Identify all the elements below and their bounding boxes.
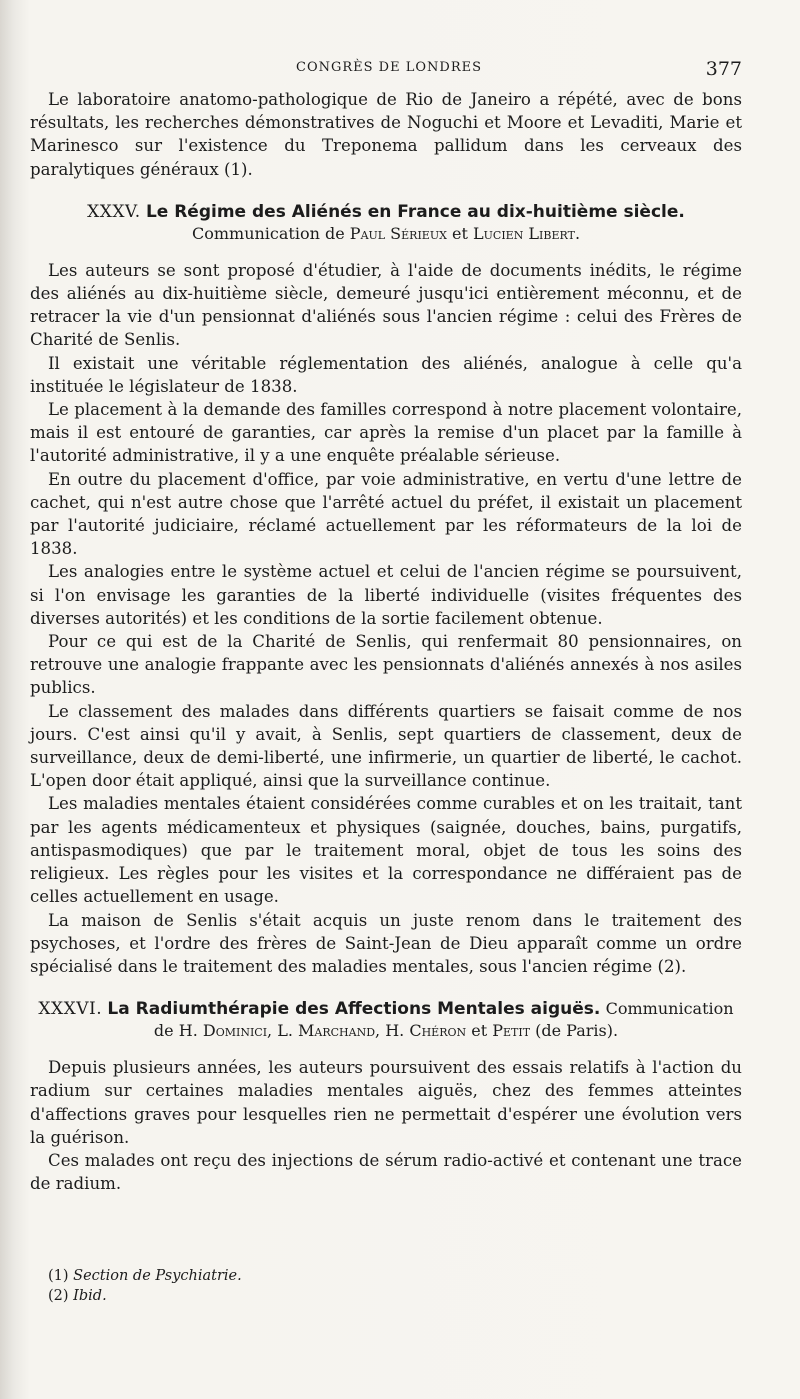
section-heading-xxxv bbox=[30, 201, 742, 245]
paragraph-intro: Le laboratoire anatomo-pathologique de Rio de Janeiro a répété, avec de bons résultats, les recherches démonstratives de Noguchi et Moore et Levaditi, Marie et Marinesco sur l'existence du Treponema pallidum dans les cerveaux des paralytiques généraux (1). bbox=[30, 90, 742, 179]
paragraph: Le placement à la demande des familles correspond à notre placement volontaire, mais il est entouré de garanties, car après la remise d'un placet par la famille à l'autorité administrative, il y a une enquête préalable sérieuse. bbox=[30, 400, 742, 466]
author-name: H. Chéron bbox=[385, 1021, 467, 1041]
section-communication: Communication de Paul Sérieux et Lucien Libert. bbox=[191, 223, 581, 243]
author-name: L. Marchand bbox=[277, 1021, 376, 1041]
paragraph: La maison de Senlis s'était acquis un juste renom dans le traitement des psychoses, et l'ordre des frères de Saint-Jean de Dieu apparaît comme un ordre spécialisé dans le traitement des maladies mentales, sous l'ancien régime (2). bbox=[30, 910, 742, 976]
paragraph: Le classement des malades dans différents quartiers se faisait comme de nos jours. C'est ainsi qu'il y avait, à Senlis, sept quartiers de classement, deux de surveillance, deux de demi-liberté, une infirmerie, un quartier de liberté, le cachot. L'open door était appliqué, ainsi que la surveillance continue. bbox=[30, 701, 742, 791]
footnote: (2) Ibid. bbox=[48, 1288, 107, 1304]
paragraph: Depuis plusieurs années, les auteurs poursuivent des essais relatifs à l'action du radium sur certaines maladies mentales aiguës, chez des femmes atteintes d'affections graves pour lesquelles rien ne permettait d'espérer une évolution vers la guérison. bbox=[30, 1058, 742, 1147]
author-name: Lucien Libert bbox=[473, 223, 575, 243]
section-title: Le Régime des Aliénés en France au dix-huitième siècle. bbox=[145, 201, 685, 222]
paragraph: Les analogies entre le système actuel et celui de l'ancien régime se poursuivent, si l'on envisage les garanties de la liberté individuelle (visites fréquentes des diverses autorités) et les conditions de la sortie facilement obtenue. bbox=[30, 562, 742, 628]
paragraph: Ces malades ont reçu des injections de sérum radio-activé et contenant une trace de radium. bbox=[30, 1150, 742, 1194]
page-header bbox=[30, 58, 742, 82]
paragraph: Il existait une véritable réglementation des aliénés, analogue à celle qu'a instituée le législateur de 1838. bbox=[30, 353, 742, 396]
footnotes bbox=[48, 1266, 648, 1306]
running-title: CONGRÈS DE LONDRES bbox=[296, 60, 482, 75]
section-title: La Radiumthérapie des Affections Mentales aiguës. bbox=[107, 999, 601, 1020]
section-number: XXXV. bbox=[87, 201, 141, 222]
section-number: XXXVI. bbox=[38, 999, 103, 1020]
section-communication: Communication de H. Dominici, L. Marchand, H. Chéron et Petit (de Paris). bbox=[153, 999, 734, 1041]
paragraph: En outre du placement d'office, par voie administrative, en vertu d'une lettre de cachet, qui n'est autre chose que l'arrêté actuel du préfet, il existait un placement par l'autorité judiciaire, réclamé actuellement par les réformateurs de la loi de 1838. bbox=[30, 469, 742, 559]
author-name: H. Dominici bbox=[178, 1021, 268, 1041]
paragraph: Les auteurs se sont proposé d'étudier, à l'aide de documents inédits, le régime des aliénés au dix-huitième siècle, demeuré jusqu'ici entièrement méconnu, et de retracer la vie d'un pensionnat d'aliénés sous l'ancien régime : celui des Frères de Charité de Senlis. bbox=[30, 260, 742, 350]
paragraph: Pour ce qui est de la Charité de Senlis, qui renfermait 80 pensionnaires, on retrouve une analogie frappante avec les pensionnats d'aliénés annexés à nos asiles publics. bbox=[30, 632, 742, 698]
section-heading-xxxvi bbox=[30, 998, 742, 1042]
author-name: Paul Sérieux bbox=[349, 223, 447, 243]
paragraph: Les maladies mentales étaient considérées comme curables et on les traitait, tant par les agents médicamenteux et physiques (saignée, douches, bains, purgatifs, antispasmodiques) que par le traitement moral, objet de tous les soins des religieux. Les règles pour les visites et la correspondance ne différaient pas de celles actuellement en usage. bbox=[30, 794, 742, 907]
author-name: Petit bbox=[492, 1021, 531, 1041]
page-number: 377 bbox=[705, 58, 742, 80]
footnote: (1) Section de Psychiatrie. bbox=[48, 1268, 242, 1284]
page-body bbox=[30, 88, 742, 1195]
